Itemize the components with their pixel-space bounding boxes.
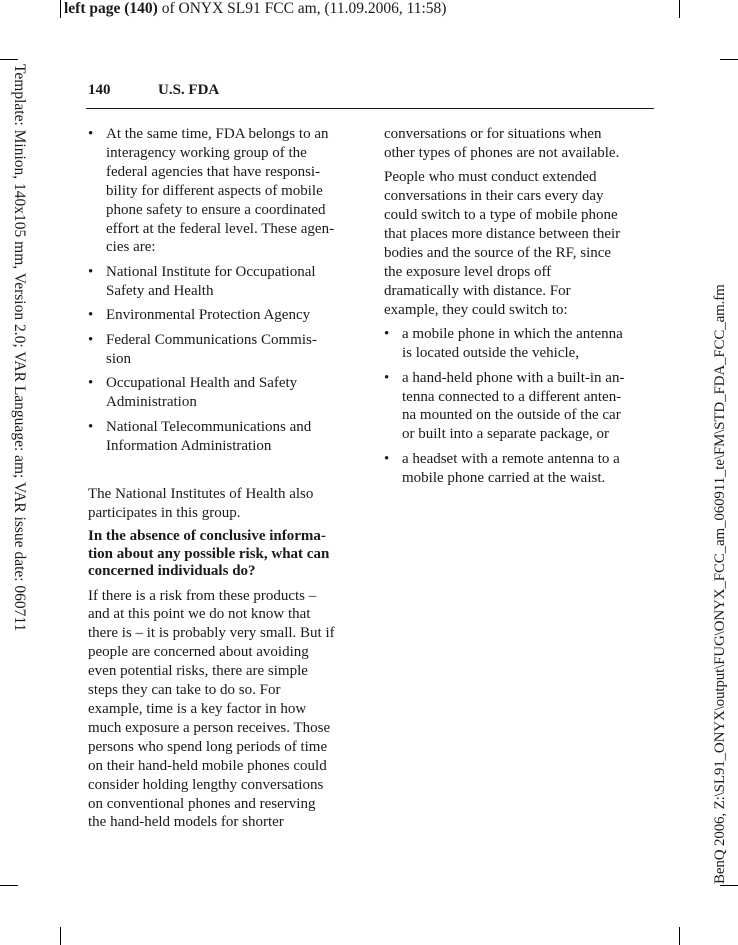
text-line: phone safety to ensure a coordinated [106, 201, 326, 218]
text-line: much exposure a person receives. Those [88, 719, 331, 736]
file-path-vertical: BenQ 2006, Z:\SL91_ONYX\output\FUG\ONYX_FCC_am_060911_te\FM\STD_FDA_FCC_am.fm [712, 284, 728, 884]
text-line: Occupational Health and Safety [106, 375, 298, 392]
text-line: tion about any possible risk, what can [88, 545, 330, 562]
risk-paragraph [88, 587, 354, 833]
list-item [384, 450, 650, 488]
page-number: 140 [88, 82, 111, 98]
bullet-icon: • [384, 326, 390, 343]
text-line: and at this point we do not know that [88, 606, 311, 623]
list-item [384, 369, 650, 445]
car-paragraph [384, 168, 650, 319]
text-line: Information Administration [106, 437, 272, 454]
text-line: that places more distance between their [384, 226, 621, 243]
text-line: Federal Communications Commis- [106, 331, 317, 348]
text-line: conversations or for situations when [384, 126, 602, 142]
text-line: consider holding lengthy conversations [88, 776, 324, 793]
text-line: The National Institutes of Health also [88, 486, 314, 503]
template-info-vertical: Template: Minion, 140x105 mm, Version 2.0; VAR Language: am; VAR issue date: 060711 [11, 64, 28, 632]
text-line: there is – it is probably very small. But if [88, 625, 335, 642]
text-line: is located outside the vehicle, [402, 345, 580, 362]
text-line: bility for different aspects of mobile [106, 182, 323, 199]
bullet-icon: • [88, 375, 94, 392]
bullet-icon: • [88, 126, 94, 142]
crop-mark [679, 0, 680, 18]
text-line: cies are: [106, 239, 156, 256]
text-line: could switch to a type of mobile phone [384, 207, 618, 224]
text-line: conversations in their cars every day [384, 188, 604, 205]
list-item [88, 125, 354, 257]
crop-mark [720, 885, 738, 886]
text-line: persons who spend long periods of time [88, 738, 328, 755]
list-item [88, 418, 354, 456]
bullet-icon: • [88, 331, 94, 348]
text-line: or built into a separate package, or [402, 426, 609, 443]
text-line: National Telecommunications and [106, 418, 312, 435]
left-column [88, 125, 354, 838]
text-line: effort at the federal level. These agen- [106, 220, 335, 237]
print-slug [64, 0, 446, 18]
text-line: concerned individuals do? [88, 563, 256, 580]
question-heading [88, 528, 354, 581]
text-line: na mounted on the outside of the car [402, 407, 621, 424]
text-line: Safety and Health [106, 282, 214, 299]
phone-options-list [384, 325, 650, 487]
text-line: even potential risks, there are simple [88, 663, 308, 680]
text-line: a headset with a remote antenna to a [402, 450, 620, 467]
text-line: on their hand-held mobile phones could [88, 757, 327, 774]
text-line: tenna connected to a different anten- [402, 388, 622, 405]
text-line: on conventional phones and reserving [88, 795, 316, 812]
text-line: If there is a risk from these products – [88, 587, 317, 604]
right-column [384, 125, 650, 493]
list-item [88, 331, 354, 369]
crop-mark [60, 927, 61, 945]
text-line: interagency working group of the [106, 144, 307, 161]
section-title: U.S. FDA [158, 82, 220, 98]
slug-page-ref: left page (140) [64, 0, 158, 17]
text-line: Environmental Protection Agency [106, 307, 311, 324]
bullet-icon: • [88, 418, 94, 435]
text-line: the exposure level drops off [384, 263, 552, 280]
spacer [88, 461, 354, 485]
header-rule [86, 108, 654, 109]
crop-mark [60, 0, 61, 18]
bullet-icon: • [384, 369, 390, 386]
continuation-paragraph [384, 125, 650, 163]
bullet-icon: • [88, 263, 94, 280]
list-item [88, 306, 354, 325]
text-line: People who must conduct extended [384, 169, 597, 186]
text-line: dramatically with distance. For [384, 282, 571, 299]
list-item [88, 263, 354, 301]
crop-mark [679, 927, 680, 945]
text-line: In the absence of conclusive informa- [88, 528, 326, 545]
text-line: a hand-held phone with a built-in an- [402, 369, 625, 386]
text-line: Administration [106, 394, 197, 411]
list-item [88, 374, 354, 412]
crop-mark [0, 885, 18, 886]
agency-list [88, 125, 354, 455]
text-line: other types of phones are not available. [384, 144, 620, 161]
text-line: a mobile phone in which the antenna [402, 326, 623, 343]
text-line: National Institute for Occupational [106, 263, 316, 280]
bullet-icon: • [384, 450, 390, 467]
bullet-icon: • [88, 307, 94, 324]
list-item [384, 325, 650, 363]
text-line: participates in this group. [88, 504, 241, 521]
crop-mark [720, 59, 738, 60]
crop-mark [0, 59, 18, 60]
text-line: steps they can take to do so. For [88, 682, 281, 699]
text-line: the hand-held models for shorter [88, 814, 284, 831]
slug-file-info: of ONYX SL91 FCC am, (11.09.2006, 11:58) [157, 0, 447, 17]
text-line: example, they could switch to: [384, 301, 568, 318]
text-line: mobile phone carried at the waist. [402, 469, 606, 486]
text-line: people are concerned about avoiding [88, 644, 309, 661]
text-line: At the same time, FDA belongs to an [106, 126, 329, 142]
text-line: federal agencies that have responsi- [106, 163, 321, 180]
text-line: example, time is a key factor in how [88, 701, 307, 717]
text-line: sion [106, 350, 132, 367]
nih-paragraph [88, 485, 354, 523]
text-line: bodies and the source of the RF, since [384, 245, 612, 262]
